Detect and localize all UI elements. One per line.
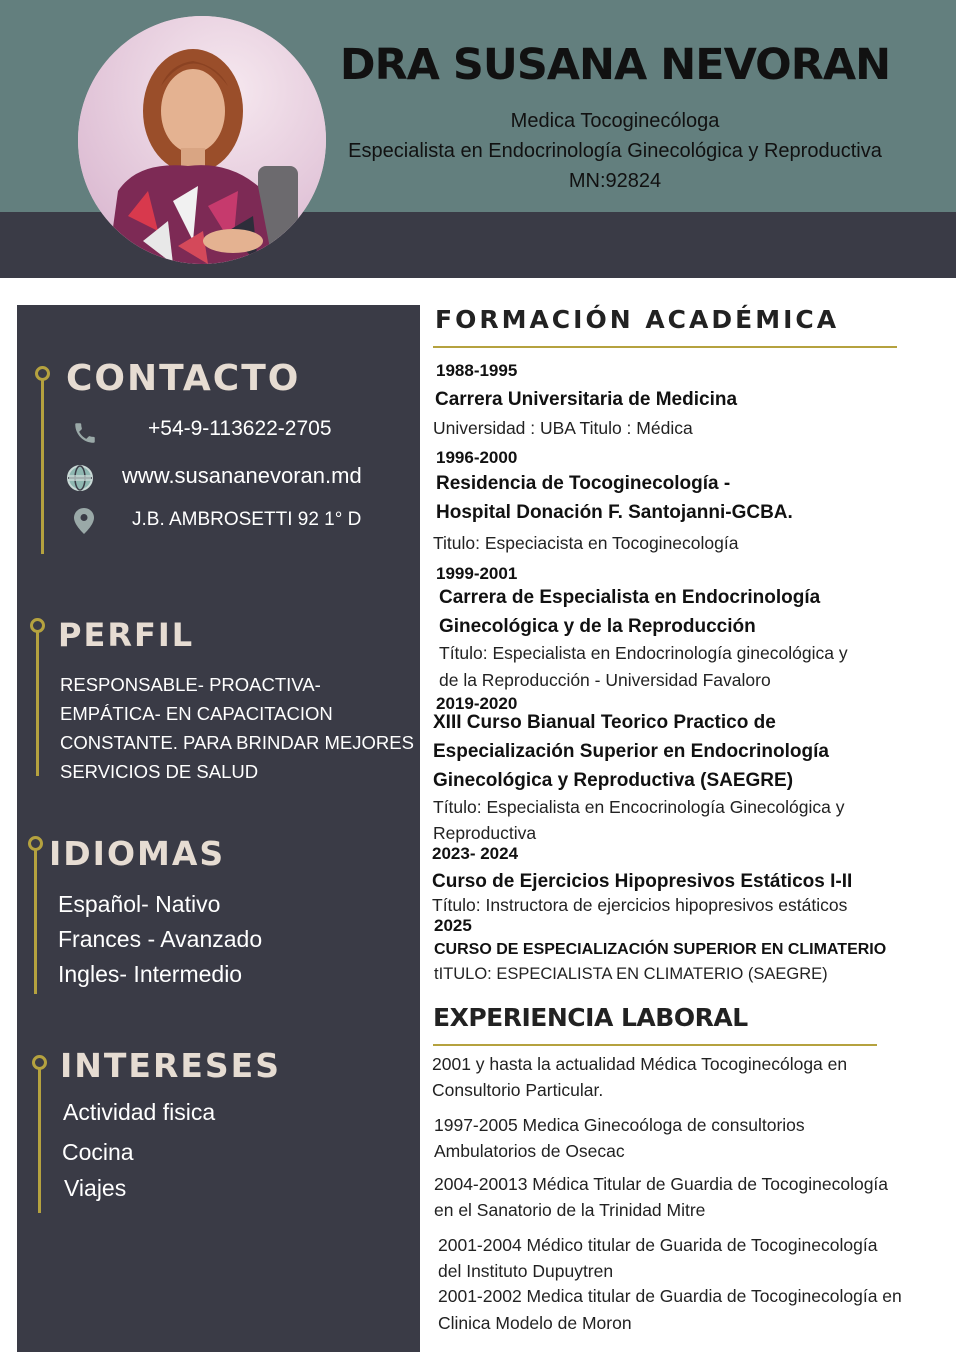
experience-line: Consultorio Particular. xyxy=(432,1080,604,1100)
profile-line: SERVICIOS DE SALUD xyxy=(60,761,259,782)
education-years: 2019-2020 xyxy=(436,694,518,713)
education-years: 2023- 2024 xyxy=(432,844,519,863)
interest-item: Actividad fisica xyxy=(63,1099,216,1125)
section-bar-idiomas xyxy=(34,848,37,994)
experience-line: del Instituto Dupuytren xyxy=(438,1261,614,1281)
education-detail: de la Reproducción - Universidad Favaloro xyxy=(439,670,771,690)
education-detail: Título: Especialista en Encocrinología Ginecológica y xyxy=(433,797,845,817)
contact-heading: CONTACTO xyxy=(66,358,301,399)
experience-line: 1997-2005 Medica Ginecoóloga de consultorios xyxy=(434,1115,805,1135)
experience-rule xyxy=(433,1044,877,1046)
education-title: Hospital Donación F. Santojanni-GCBA. xyxy=(436,502,793,523)
section-bar-intereses xyxy=(38,1067,41,1213)
profile-photo xyxy=(78,16,326,264)
experience-line: Ambulatorios de Osecac xyxy=(434,1141,625,1161)
education-title: Ginecológica y Reproductiva (SAEGRE) xyxy=(433,770,794,791)
interest-item: Viajes xyxy=(64,1175,127,1201)
education-title: CURSO DE ESPECIALIZACIÓN SUPERIOR EN CLIMATERIO xyxy=(434,941,887,958)
specialty: Especialista en Endocrinología Ginecológica y Reproductiva xyxy=(348,140,882,162)
language-item: Español- Nativo xyxy=(58,891,221,917)
education-title: XIII Curso Bianual Teorico Practico de xyxy=(433,712,776,733)
profile-line: CONSTANTE. PARA BRINDAR MEJORES xyxy=(60,732,414,753)
experience-line: 2001 y hasta la actualidad Médica Tocoginecóloga en xyxy=(432,1054,848,1074)
section-bar-contacto xyxy=(41,378,44,554)
interest-item: Cocina xyxy=(62,1139,134,1165)
profile-heading: PERFIL xyxy=(58,616,195,654)
education-heading: FORMACIÓN ACADÉMICA xyxy=(435,305,840,334)
language-item: Frances - Avanzado xyxy=(58,926,263,952)
interests-heading: INTERESES xyxy=(60,1046,281,1085)
license-number: MN:92824 xyxy=(568,170,662,192)
language-item: Ingles- Intermedio xyxy=(58,961,243,987)
section-bar-perfil xyxy=(36,630,39,776)
education-detail: Título: Instructora de ejercicios hipopresivos estáticos xyxy=(432,895,848,915)
education-title: Residencia de Tocoginecología - xyxy=(436,473,731,494)
profile-line: EMPÁTICA- EN CAPACITACION xyxy=(60,703,333,724)
education-detail: tITULO: ESPECIALISTA EN CLIMATERIO (SAEGRE) xyxy=(434,965,828,983)
education-title: Carrera de Especialista en Endocrinología xyxy=(439,587,821,608)
globe-icon xyxy=(66,464,94,497)
phone-icon xyxy=(72,420,98,451)
experience-line: en el Sanatorio de la Trinidad Mitre xyxy=(434,1200,706,1220)
contact-phone[interactable]: +54-9-113622-2705 xyxy=(148,417,332,440)
education-rule xyxy=(433,346,897,348)
education-title: Ginecológica y de la Reproducción xyxy=(439,616,756,637)
professional-title: Medica Tocoginecóloga xyxy=(510,110,720,132)
education-detail: Universidad : UBA Titulo : Médica xyxy=(433,418,693,438)
education-detail: Titulo: Especiacista en Tocoginecología xyxy=(433,533,739,553)
experience-line: 2001-2004 Médico titular de Guarida de Tocoginecología xyxy=(438,1235,878,1255)
contact-website[interactable]: www.susananevoran.md xyxy=(122,463,362,488)
experience-line: Clinica Modelo de Moron xyxy=(438,1313,632,1333)
education-years: 1988-1995 xyxy=(436,361,518,380)
experience-line: 2001-2002 Medica titular de Guardia de Tocoginecología en xyxy=(438,1286,902,1306)
education-title: Carrera Universitaria de Medicina xyxy=(435,389,738,410)
experience-line: 2004-20013 Médica Titular de Guardia de Tocoginecología xyxy=(434,1174,889,1194)
doctor-name: DRA SUSANA NEVORAN xyxy=(339,40,891,90)
languages-heading: IDIOMAS xyxy=(49,834,226,873)
education-detail: Reproductiva xyxy=(433,823,537,843)
education-title: Especialización Superior en Endocrinología xyxy=(433,741,829,762)
location-pin-icon xyxy=(73,507,95,540)
education-years: 2025 xyxy=(434,916,472,935)
education-detail: Título: Especialista en Endocrinología ginecológica y xyxy=(439,643,848,663)
education-years: 1996-2000 xyxy=(436,448,518,467)
experience-heading: EXPERIENCIA LABORAL xyxy=(433,1003,748,1032)
education-title: Curso de Ejercicios Hipopresivos Estáticos I-II xyxy=(432,871,853,892)
contact-address: J.B. AMBROSETTI 92 1° D xyxy=(132,509,362,530)
profile-line: RESPONSABLE- PROACTIVA- xyxy=(60,674,321,695)
education-years: 1999-2001 xyxy=(436,564,518,583)
